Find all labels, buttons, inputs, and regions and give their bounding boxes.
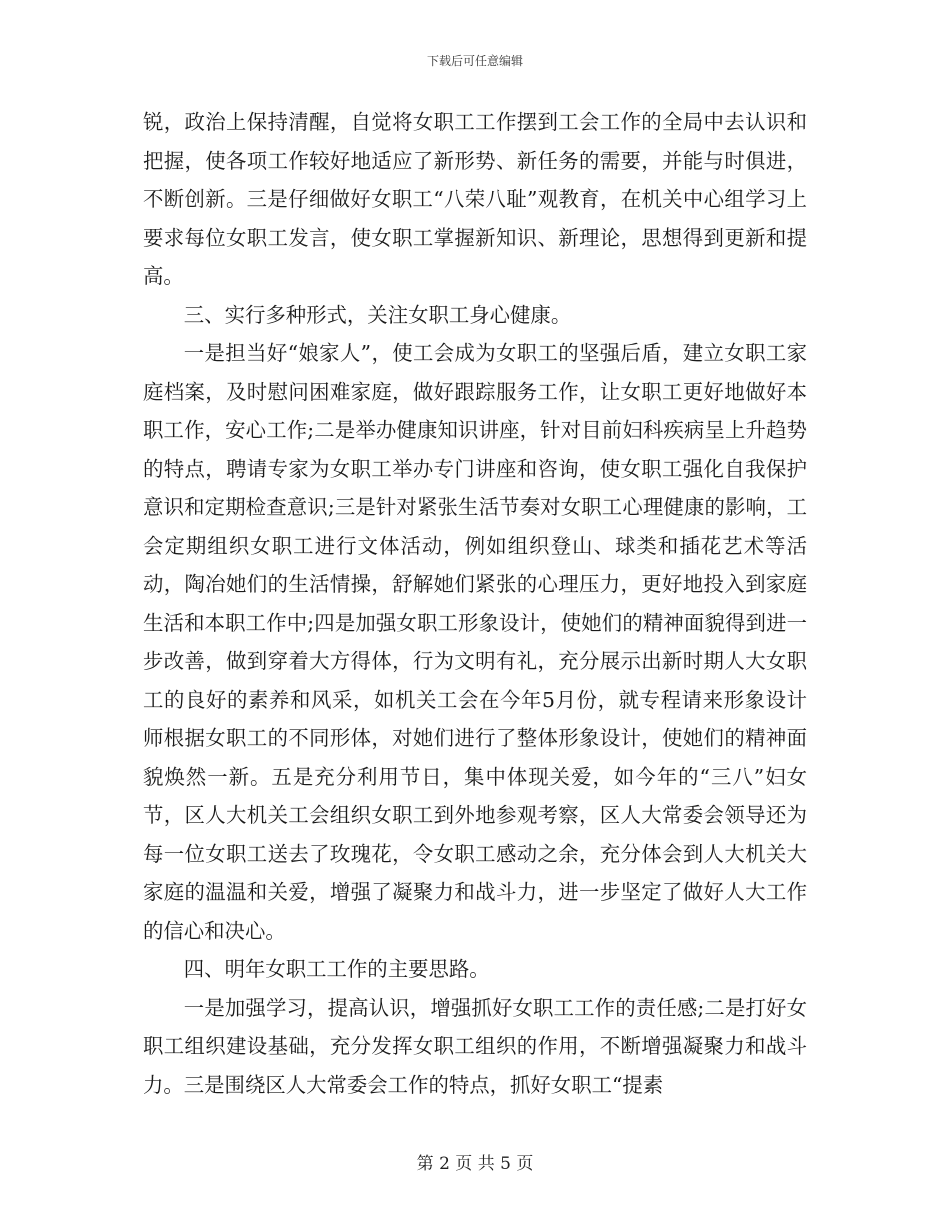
paragraph-health-measures: 一是担当好“娘家人”，使工会成为女职工的坚强后盾，建立女职工家庭档案，及时慰问困难家庭，做好跟踪服务工作，让女职工更好地做好本职工作，安心工作;二是举办健康知识讲座，针对目前妇科疾病呈上升趋势的特点，聘请专家为女职工举办专门讲座和咨询，使女职工强化自我保护意识和定期检查意识;三是针对紧张生活节奏对女职工心理健康的影响，工会定期组织女职工进行文体活动，例如组织登山、球类和插花艺术等活动，陶冶她们的生活情操，舒解她们紧张的心理压力，更好地投入到家庭生活和本职工作中;四是加强女职工形象设计，使她们的精神面貌得到进一步改善，做到穿着大方得体，行为文明有礼，充分展示出新时期人大女职工的良好的素养和风采，如机关工会在今年5月份，就专程请来形象设计师根据女职工的不同形体，对她们进行了整体形象设计，使她们的精神面貌焕然一新。五是充分利用节日，集中体现关爱，如今年的“三八”妇女节，区人大机关工会组织女职工到外地参观考察，区人大常委会领导还为每一位女职工送去了玫瑰花，令女职工感动之余，充分体会到人大机关大家庭的温温和关爱，增强了凝聚力和战斗力，进一步坚定了做好人大工作的信心和决心。 (143, 341, 807, 943)
section-heading-three: 三、实行多种形式，关注女职工身心健康。 (183, 302, 572, 327)
page-number: 第 2 页 共 5 页 (416, 1154, 534, 1174)
document-body (143, 103, 807, 1104)
paragraph-next-year-plan: 一是加强学习，提高认识，增强抓好女职工工作的责任感;二是打好女职工组织建设基础，充分发挥女职工组织的作用，不断增强凝聚力和战斗力。三是围绕区人大常委会工作的特点，抓好女职工“提素 (143, 995, 807, 1097)
paragraph-continuation: 锐，政治上保持清醒，自觉将女职工工作摆到工会工作的全局中去认识和把握，使各项工作较好地适应了新形势、新任务的需要，并能与时俱进，不断创新。三是仔细做好女职工“八荣八耻”观教育，在机关中心组学习上要求每位女职工发言，使女职工掌握新知识、新理论，思想得到更新和提高。 (143, 110, 807, 288)
section-heading-four: 四、明年女职工工作的主要思路。 (183, 957, 490, 981)
page-header-note: 下载后可任意编辑 (426, 54, 523, 68)
